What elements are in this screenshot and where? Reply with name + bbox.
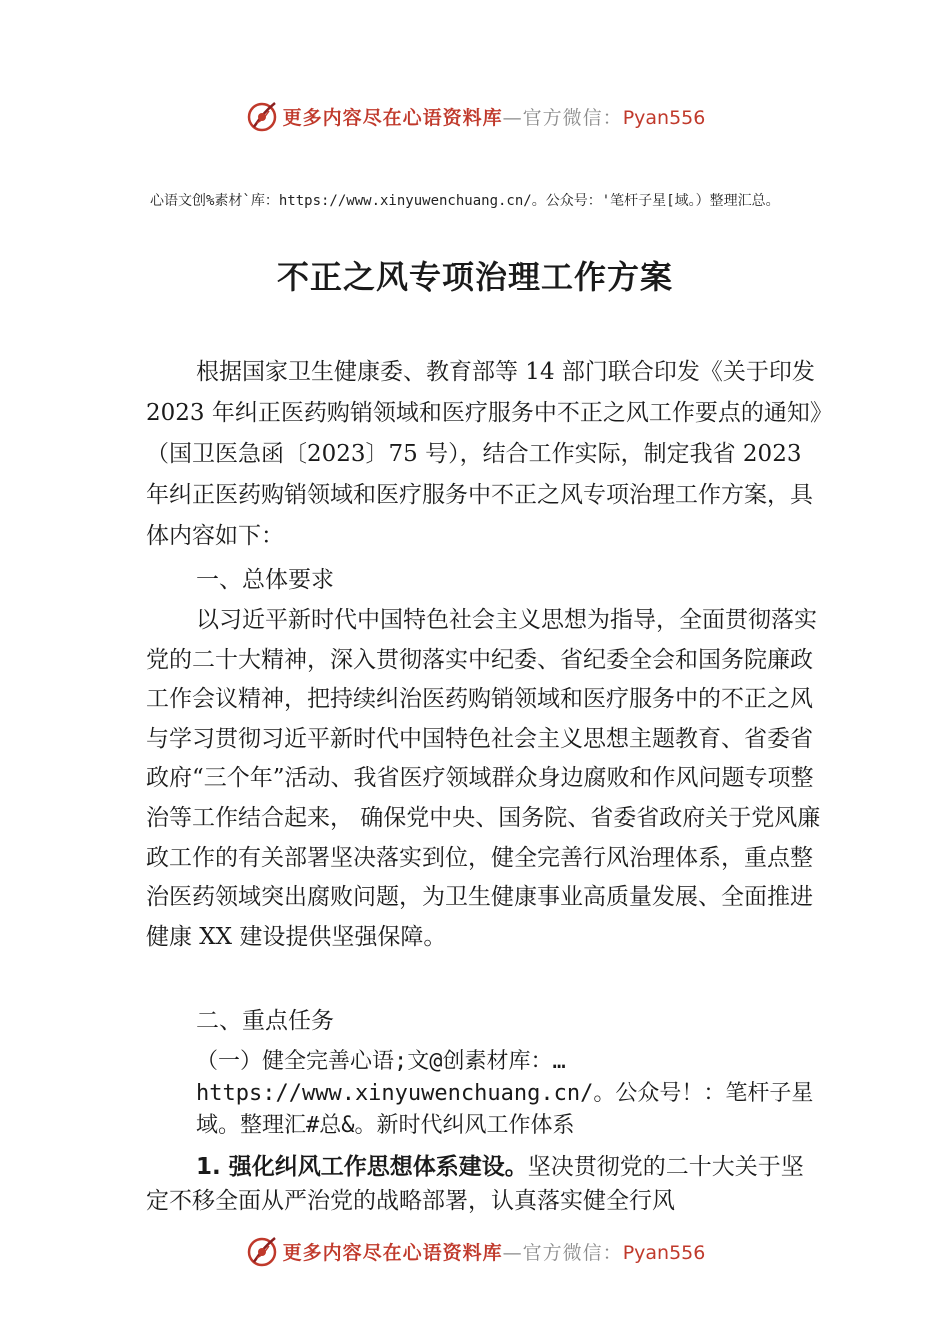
task-1-text: 坚决贯彻党的二十大关于坚定不移全面从严治党的战略部署，认真落实健全行风 xyxy=(146,1154,804,1214)
header-banner xyxy=(0,96,950,136)
paragraph-general-requirements: 以习近平新时代中国特色社会主义思想为指导，全面贯彻落实党的二十大精神，深入贯彻落实中纪委、省纪委全会和国务院廉政工作会议精神，把持续纠治医药购销领域和医疗服务中的不正之风与学习贯彻习近平新时代中国特色社会主义思想主题教育、省委省政府“三个年”活动、我省医疗领域群众身边腐败和作风问题专项整治等工作结合起来， 确保党中央、国务院、省委省政府关于党风廉政工作的有关部署坚决落实到位，健全完善行风治理体系，重点整治医药领域突出腐败问题，为卫生健康事业高质量发展、全面推进健康 XX 建设提供坚强保障。 xyxy=(146,607,821,950)
paragraph-intro: 根据国家卫生健康委、教育部等 14 部门联合印发《关于印发 2023 年纠正医药购销领域和医疗服务中不正之风工作要点的通知》（国卫医急函〔2023〕75 号），结合工作实际，制定我省 2023 年纠正医药购销领域和医疗服务中不正之风专项治理工作方案，具体内容如下： xyxy=(146,359,822,549)
section-heading-2: 二、重点任务 xyxy=(196,1008,334,1034)
banner-wechat-id: Pyan556 xyxy=(622,1241,706,1264)
paragraph-task-1 xyxy=(146,1150,826,1218)
section-heading-1: 一、总体要求 xyxy=(196,567,334,593)
task-1-lead: 1. 强化纠风工作思想体系建设。 xyxy=(196,1154,528,1180)
footer-banner xyxy=(0,1231,950,1271)
document-title: 不正之风专项治理工作方案 xyxy=(276,258,673,296)
source-note: 心语文创%素材`库：https://www.xinyuwenchuang.cn/。公众号：'笔杆子星[域。）整理汇总。 xyxy=(150,193,780,209)
banner-text xyxy=(283,103,706,130)
quill-seal-icon xyxy=(245,99,279,133)
banner-text xyxy=(283,1238,706,1265)
quill-seal-icon xyxy=(245,1234,279,1268)
banner-grey-text: —官方微信： xyxy=(502,106,623,129)
banner-red-text: 更多内容尽在心语资料库 xyxy=(282,106,503,129)
subsection-heading-1: （一）健全完善心语;文@创素材库：…https://www.xinyuwenchuang.cn/。公众号！：笔杆子星域。整理汇#总&。新时代纠风工作体系 xyxy=(196,1049,814,1138)
banner-grey-text: —官方微信： xyxy=(502,1241,623,1264)
banner-red-text: 更多内容尽在心语资料库 xyxy=(282,1241,503,1264)
banner-wechat-id: Pyan556 xyxy=(622,106,706,129)
